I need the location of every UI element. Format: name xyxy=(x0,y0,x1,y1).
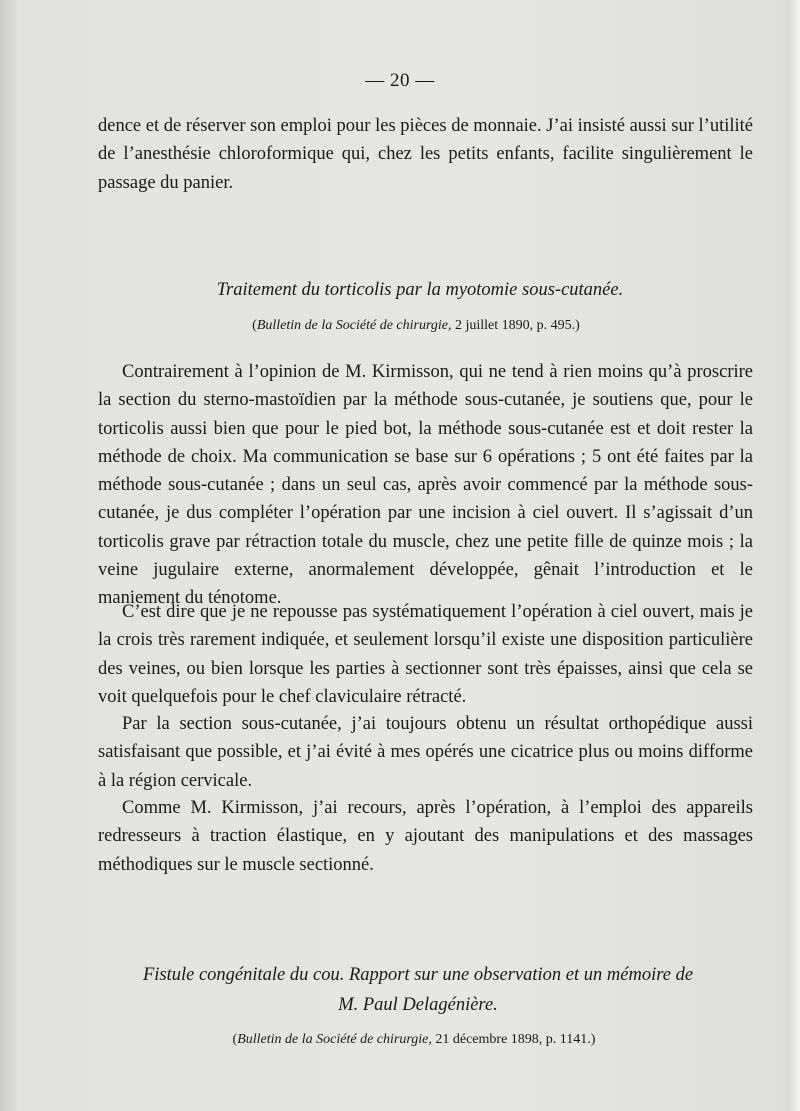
citation-open: ( xyxy=(252,318,257,333)
section-title-torticolis: Traitement du torticolis par la myotomie sous-cutanée. xyxy=(216,280,624,300)
section-title-line-1: Fistule congénitale du cou. Rapport sur une observation et un mémoire de xyxy=(142,965,694,985)
body-paragraph: C’est dire que je ne repousse pas systématiquement l’opération à ciel ouvert, mais je la crois très rarement indiquée, et seulement lorsqu’il existe une disposition particulière des veines, ou bien lorsque les parties à sectionner sont très épaisses, ainsi que cela se voit quelquefois pour le chef claviculaire rétracté. xyxy=(98,602,753,707)
citation-details: , 2 juillet 1890, p. 495.) xyxy=(448,318,580,333)
section-title-line-2: M. Paul Delagénière. xyxy=(338,995,498,1015)
citation-details: , 21 décembre 1898, p. 1141.) xyxy=(428,1032,596,1047)
section-citation-fistule xyxy=(14,1032,800,1048)
body-paragraph: Comme M. Kirmisson, j’ai recours, après l’opération, à l’emploi des appareils redresseurs à traction élastique, en y ajoutant des manipulations et des massages méthodiques sur le muscle sectionné. xyxy=(98,798,753,875)
body-paragraph: Par la section sous-cutanée, j’ai toujours obtenu un résultat orthopédique aussi satisfaisant que possible, et j’ai évité à mes opérés une cicatrice plus ou moins difforme à la région cervicale. xyxy=(98,714,753,791)
intro-paragraph: dence et de réserver son emploi pour les pièces de monnaie. J’ai insisté aussi sur l’utilité de l’anesthésie chloroformique qui, chez les petits enfants, facilite singulièrement le passage du panier. xyxy=(98,116,753,193)
page-edge xyxy=(786,0,800,1111)
section-title-fistule xyxy=(18,960,800,1020)
citation-journal: Bulletin de la Société de chirurgie xyxy=(237,1032,429,1047)
citation-open: ( xyxy=(232,1032,238,1047)
body-paragraph: Contrairement à l’opinion de M. Kirmisson, qui ne tend à rien moins qu’à proscrire la section du sterno-mastoïdien par la méthode sous-cutanée, je soutiens que, pour le torticolis aussi bien que pour le pied bot, la méthode sous-cutanée est et doit rester la méthode de choix. Ma communication se base sur 6 opérations ; 5 ont été faites par la méthode sous-cutanée ; dans un seul cas, après avoir commencé par la méthode sous-cutanée, je dus compléter l’opération par une incision à ciel ouvert. Il s’agissait d’un torticolis grave par rétraction totale du muscle, chez une petite fille de quinze mois ; la veine jugulaire externe, anormalement développée, gênait l’introduction et le maniement du ténotome. xyxy=(98,362,753,609)
section-citation-torticolis xyxy=(16,318,800,334)
citation-journal: Bulletin de la Société de chirurgie xyxy=(256,318,448,333)
page-number: — 20 — xyxy=(365,70,435,91)
